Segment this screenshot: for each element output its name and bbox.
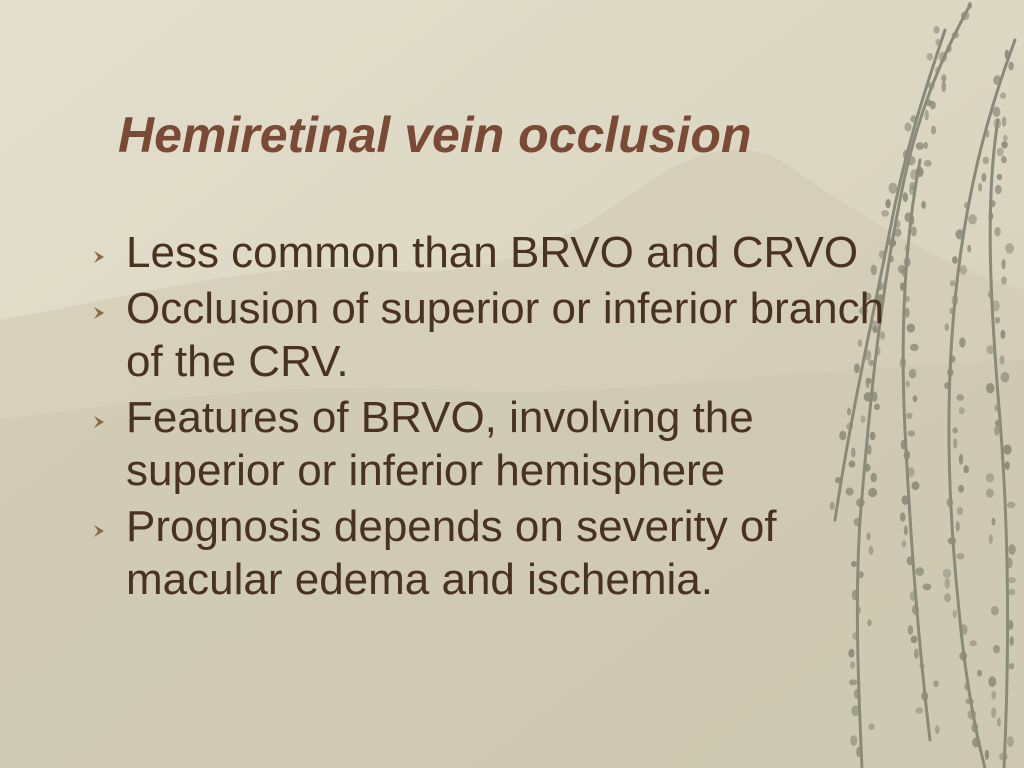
willow-bud xyxy=(907,324,916,333)
willow-bud xyxy=(985,750,989,760)
bullet-text: Less common than BRVO and CRVO xyxy=(126,228,859,277)
willow-bud xyxy=(959,407,965,414)
willow-bud xyxy=(965,698,974,704)
willow-bud xyxy=(986,473,995,482)
willow-bud xyxy=(997,148,1004,157)
willow-bud xyxy=(907,556,914,565)
willow-bud xyxy=(953,610,957,618)
willow-bud xyxy=(1009,663,1015,669)
chevron-right-icon xyxy=(92,524,106,538)
willow-bud xyxy=(960,624,967,635)
willow-bud xyxy=(849,679,857,685)
willow-bud xyxy=(946,498,953,507)
willow-bud xyxy=(916,567,925,576)
willow-bud xyxy=(907,156,916,166)
willow-bud xyxy=(916,142,924,150)
willow-bud xyxy=(904,122,911,131)
willow-bud xyxy=(1008,544,1016,555)
willow-bud xyxy=(902,540,907,547)
willow-bud xyxy=(988,291,993,299)
willow-bud xyxy=(902,267,907,277)
willow-bud xyxy=(945,323,950,331)
willow-bud xyxy=(993,75,1001,85)
willow-bud xyxy=(1001,372,1010,382)
bullet-item xyxy=(88,226,888,279)
willow-bud xyxy=(1000,330,1005,339)
willow-bud xyxy=(1003,445,1012,455)
willow-bud xyxy=(968,2,973,9)
willow-bud xyxy=(988,213,993,220)
willow-bud xyxy=(1001,276,1007,285)
bullet-text: Occlusion of superior or inferior branch of the CRV. xyxy=(126,284,885,386)
willow-bud xyxy=(995,185,1002,194)
willow-bud xyxy=(989,534,993,543)
willow-bud xyxy=(986,489,994,498)
willow-bud xyxy=(906,413,913,420)
willow-bud xyxy=(947,44,952,53)
willow-bud xyxy=(933,26,939,34)
willow-bud xyxy=(955,229,964,239)
willow-bud xyxy=(991,691,996,700)
willow-bud xyxy=(881,210,889,217)
willow-bud xyxy=(1008,62,1014,71)
willow-bud xyxy=(959,652,967,661)
willow-bud xyxy=(908,625,914,635)
willow-bud xyxy=(894,228,902,236)
willow-bud xyxy=(1005,461,1010,470)
willow-bud xyxy=(959,337,966,347)
willow-bud xyxy=(933,680,939,687)
willow-bud xyxy=(912,481,920,490)
bullet-item xyxy=(88,282,888,388)
willow-bud xyxy=(852,632,859,640)
willow-bud xyxy=(915,707,923,713)
willow-bud xyxy=(900,512,906,521)
willow-bud xyxy=(993,107,1001,118)
willow-bud xyxy=(895,220,901,228)
bullet-text: Prognosis depends on severity of macular edema and ischemia. xyxy=(126,502,777,604)
willow-bud xyxy=(963,465,969,473)
willow-bud xyxy=(867,619,871,626)
willow-bud xyxy=(905,244,910,252)
willow-bud xyxy=(927,53,933,61)
willow-bud xyxy=(925,110,929,121)
willow-bud xyxy=(848,649,854,658)
willow-bud xyxy=(923,142,928,149)
willow-bud xyxy=(968,214,977,224)
willow-bud xyxy=(904,450,910,460)
willow-bud xyxy=(1007,736,1014,747)
willow-bud xyxy=(995,317,1000,324)
willow-bud xyxy=(981,173,986,182)
willow-bud xyxy=(994,227,1000,237)
willow-bud xyxy=(960,265,967,275)
willow-bud xyxy=(983,157,989,165)
willow-bud xyxy=(888,237,896,244)
willow-bud xyxy=(991,606,999,615)
willow-bud xyxy=(947,368,953,376)
willow-bud xyxy=(905,308,910,318)
willow-bud xyxy=(941,81,946,92)
willow-bud xyxy=(961,11,969,20)
willow-bud xyxy=(967,245,971,253)
willow-bud xyxy=(921,201,926,209)
willow-bud xyxy=(939,52,948,63)
willow-bud xyxy=(904,257,911,267)
willow-bud xyxy=(969,640,977,646)
willow-bud xyxy=(991,300,1000,311)
willow-bud xyxy=(1002,259,1006,269)
willow-bud xyxy=(945,578,950,589)
willow-bud xyxy=(956,394,964,401)
willow-bud xyxy=(910,591,917,601)
willow-bud xyxy=(1000,92,1006,98)
willow-bud xyxy=(931,126,936,135)
willow-bud xyxy=(952,256,958,263)
willow-bud xyxy=(921,692,928,701)
willow-bud xyxy=(900,282,905,291)
willow-bud xyxy=(971,723,978,733)
willow-bud xyxy=(903,192,908,202)
willow-bud xyxy=(1002,116,1006,126)
willow-bud xyxy=(930,101,936,110)
willow-bud xyxy=(935,725,940,734)
willow-bud xyxy=(972,737,980,747)
willow-bud xyxy=(900,357,906,368)
bullet-item xyxy=(88,500,888,606)
willow-bud xyxy=(910,115,917,122)
willow-bud xyxy=(964,202,968,208)
willow-bud xyxy=(941,74,946,82)
willow-bud xyxy=(1005,50,1010,60)
willow-bud xyxy=(950,280,956,286)
willow-bud xyxy=(907,467,915,477)
willow-bud xyxy=(953,438,957,448)
willow-bud xyxy=(1007,502,1016,508)
bullet-text: Features of BRVO, involving the superior or inferior hemisphere xyxy=(126,393,754,495)
willow-bud xyxy=(909,215,914,226)
willow-bud xyxy=(913,395,918,402)
willow-bud xyxy=(959,454,963,465)
willow-bud xyxy=(909,186,916,196)
willow-bud xyxy=(935,67,939,74)
willow-bud xyxy=(993,645,1000,654)
willow-bud xyxy=(958,485,964,493)
willow-bud xyxy=(952,295,959,306)
chevron-right-icon xyxy=(92,306,106,320)
willow-bud xyxy=(997,717,1001,726)
willow-bud xyxy=(944,593,951,602)
willow-bud xyxy=(919,663,924,669)
willow-bud xyxy=(935,39,940,46)
willow-bud xyxy=(911,226,917,236)
willow-bud xyxy=(944,382,950,389)
willow-bud xyxy=(994,425,999,435)
slide-title: Hemiretinal vein occlusion xyxy=(118,107,752,163)
willow-bud xyxy=(914,649,919,659)
willow-bud xyxy=(1008,577,1016,583)
willow-bud xyxy=(995,420,1002,427)
willow-bud xyxy=(904,525,908,535)
willow-bud xyxy=(999,355,1004,364)
willow-bud xyxy=(957,507,963,515)
bullet-item xyxy=(88,391,888,497)
willow-bud xyxy=(977,670,982,677)
willow-bud xyxy=(850,661,855,669)
willow-bud xyxy=(911,636,918,644)
willow-bud xyxy=(912,605,919,615)
willow-bud xyxy=(952,32,959,38)
willow-bud xyxy=(991,707,996,718)
willow-bud xyxy=(851,705,859,716)
willow-bud xyxy=(994,118,1002,129)
willow-bud xyxy=(950,308,955,315)
willow-bud xyxy=(1008,589,1016,596)
willow-bud xyxy=(986,383,995,393)
willow-bud xyxy=(915,168,923,178)
willow-bud xyxy=(923,583,932,590)
willow-bud xyxy=(890,256,894,263)
willow-bud xyxy=(992,518,996,526)
willow-bud xyxy=(956,521,960,532)
willow-bud xyxy=(967,710,976,720)
willow-bud xyxy=(854,689,859,699)
willow-bud xyxy=(988,676,996,687)
willow-bud xyxy=(1001,156,1007,163)
bullet-list xyxy=(88,226,888,609)
willow-bud xyxy=(1006,558,1013,569)
willow-bud xyxy=(869,724,875,730)
willow-bud xyxy=(1001,141,1007,148)
willow-bud xyxy=(909,369,916,379)
willow-bud xyxy=(902,495,909,505)
willow-bud xyxy=(990,200,996,207)
willow-bud xyxy=(952,427,958,433)
willow-bud xyxy=(999,753,1008,761)
willow-bud xyxy=(1003,135,1008,142)
willow-bud xyxy=(1005,243,1014,254)
willow-bud xyxy=(885,199,890,208)
willow-bud xyxy=(997,174,1002,180)
chevron-right-icon xyxy=(92,250,106,264)
willow-bud xyxy=(856,747,861,758)
willow-bud xyxy=(978,183,982,191)
willow-bud xyxy=(943,569,951,578)
willow-bud xyxy=(924,160,932,167)
willow-bud xyxy=(905,296,910,303)
willow-bud xyxy=(956,553,964,559)
willow-bud xyxy=(964,682,970,690)
willow-bud xyxy=(949,356,955,363)
willow-bud xyxy=(908,431,915,437)
willow-bud xyxy=(910,344,919,351)
willow-bud xyxy=(1008,620,1013,630)
willow-bud xyxy=(1010,636,1014,646)
willow-bud xyxy=(905,381,910,388)
chevron-right-icon xyxy=(92,415,106,429)
willow-bud xyxy=(889,183,898,194)
willow-bud xyxy=(850,735,857,746)
willow-bud xyxy=(985,130,989,138)
willow-bud xyxy=(948,537,957,544)
willow-bud xyxy=(994,404,1000,411)
willow-bud xyxy=(986,345,994,354)
willow-bud xyxy=(928,83,935,89)
willow-bud xyxy=(901,440,906,450)
